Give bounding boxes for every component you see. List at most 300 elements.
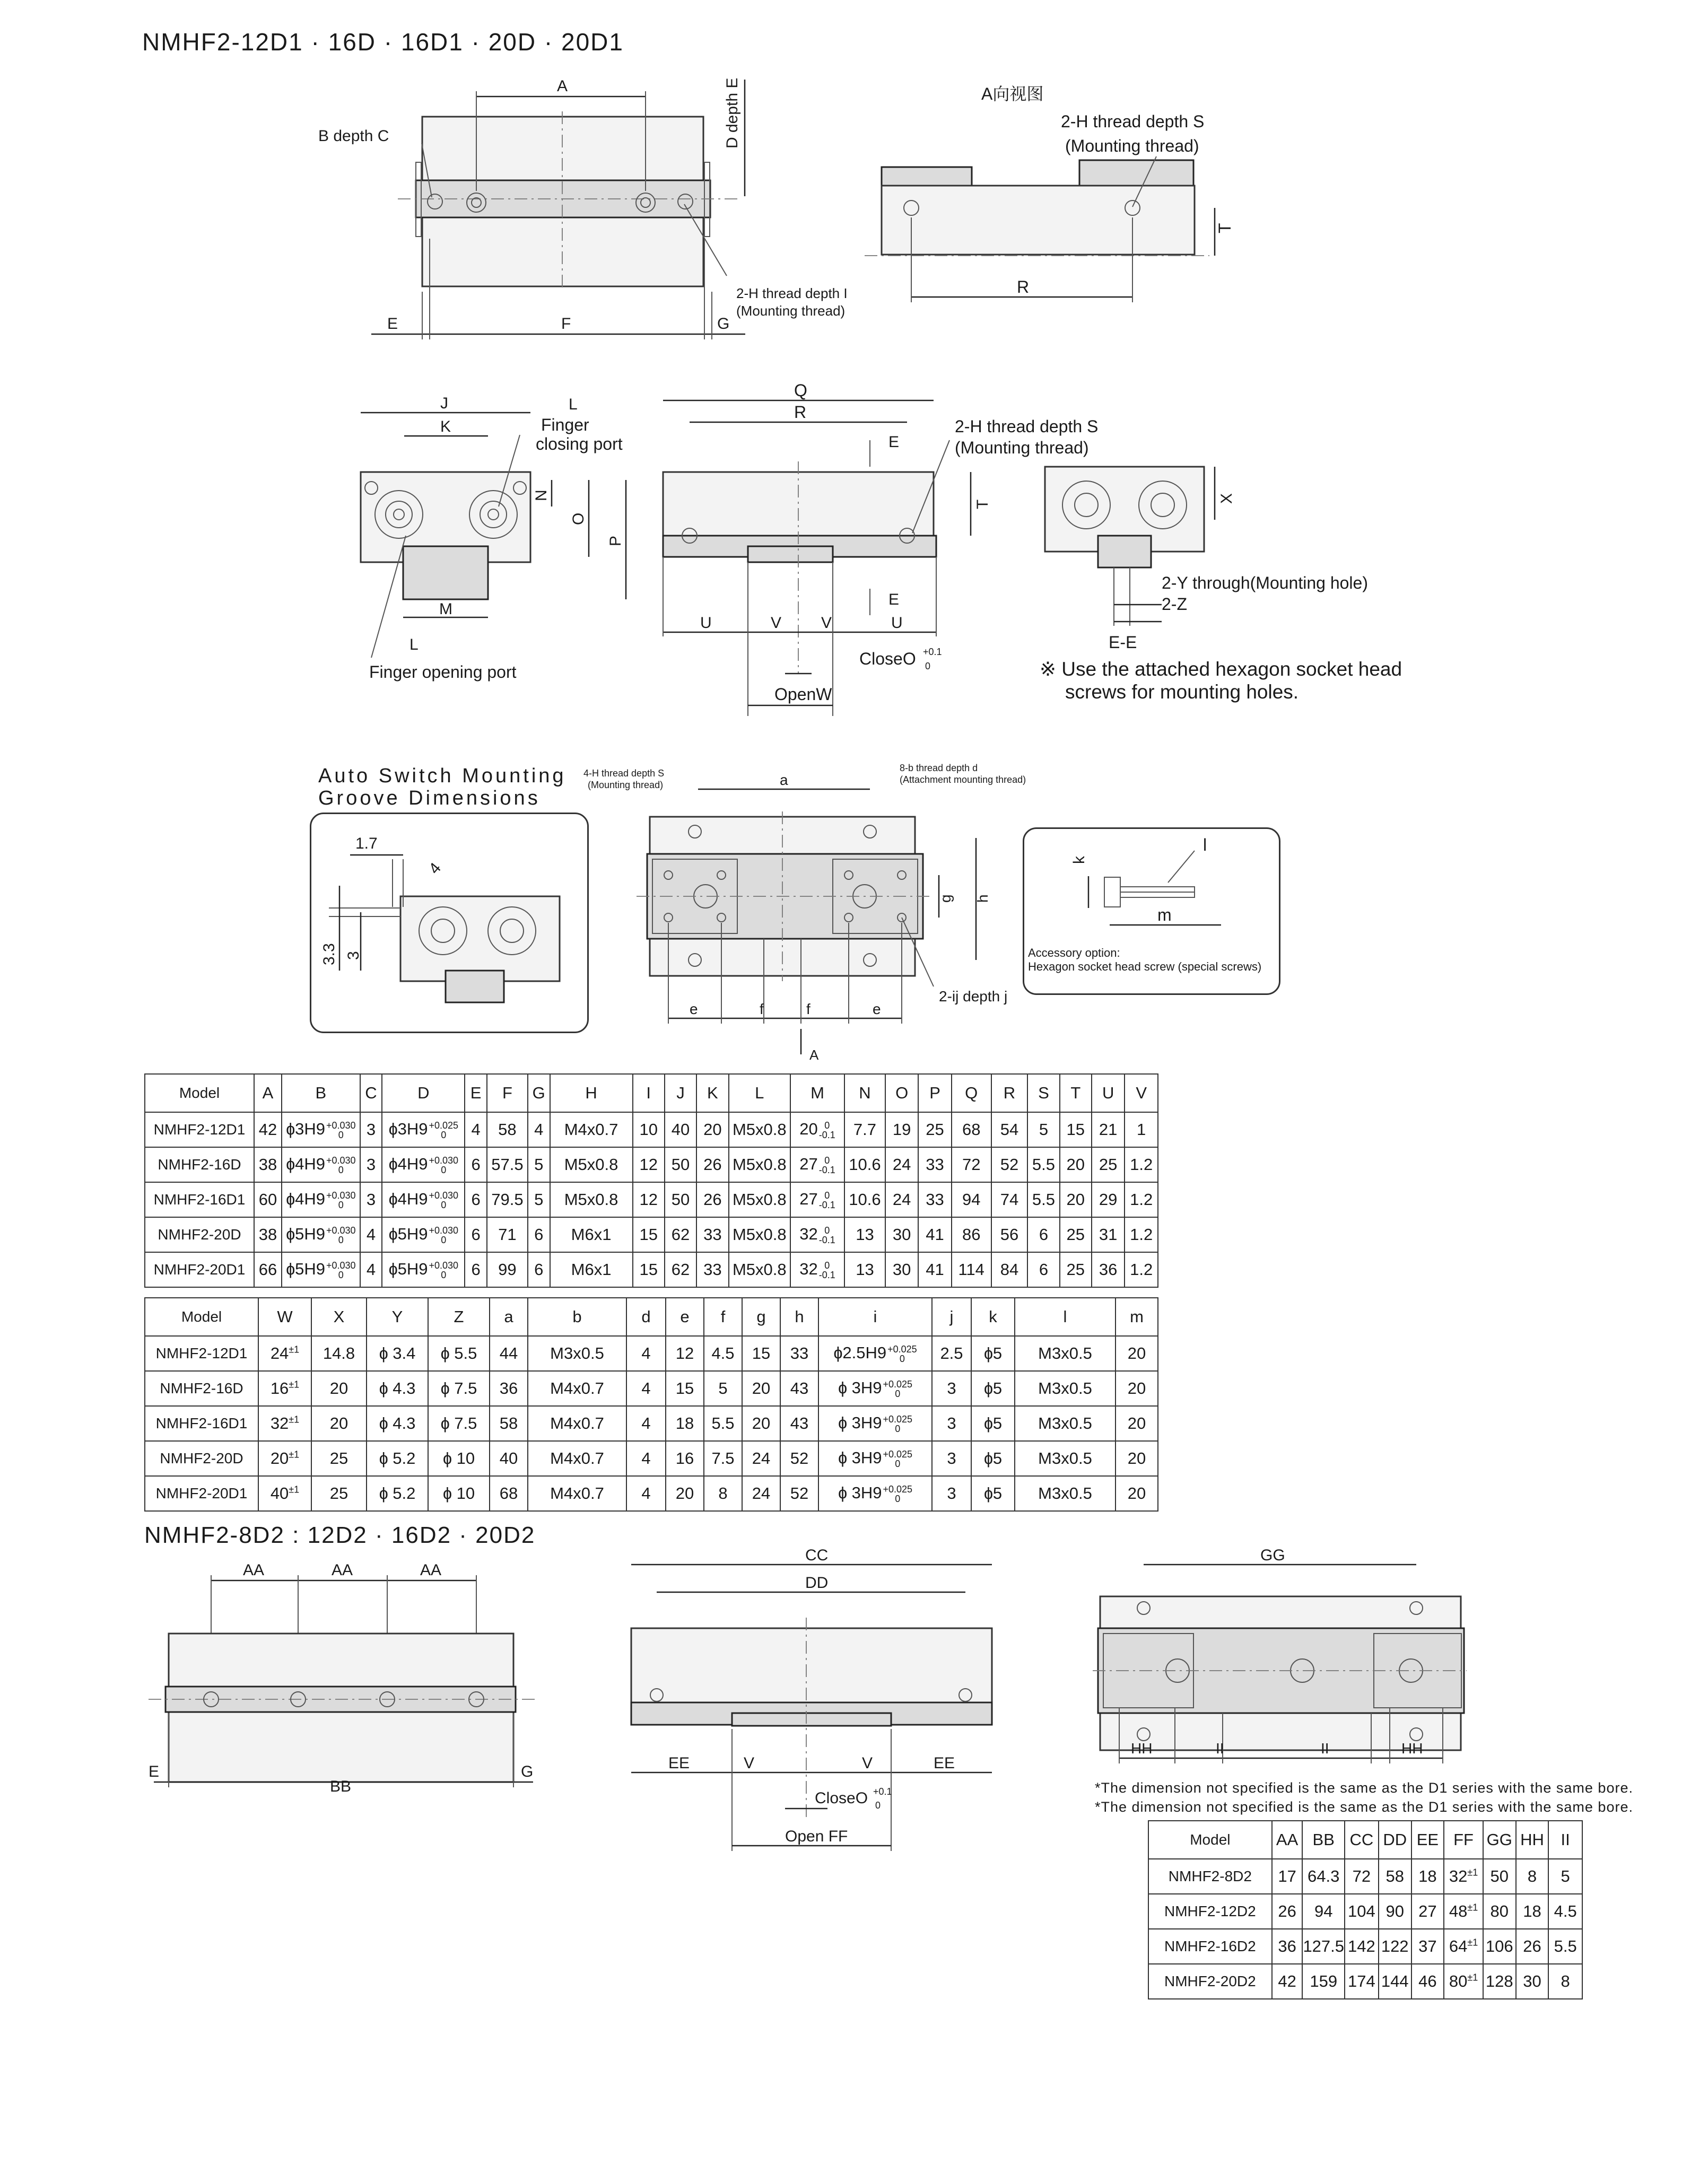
s2-dim-CC: CC [805,1547,829,1564]
table1-cell: 58 [487,1112,528,1147]
table2-cell: 20 [1116,1371,1158,1406]
table2-header-cell: l [1015,1298,1116,1336]
accessory-drawing [1025,829,1277,991]
table3-cell: 18 [1411,1859,1444,1894]
table1-header-cell: B [282,1074,360,1112]
ee-note2: screws for mounting holes. [1065,681,1299,703]
table1-cell: 94 [952,1182,991,1217]
front-dim-E-top: E [888,433,900,451]
ee-note1: ※ Use the attached hexagon socket head [1040,658,1402,680]
s2-dim-EE-right: EE [934,1754,955,1772]
auto-switch-drawing [313,817,583,1029]
table2-cell: NMHF2-20D1 [145,1476,258,1511]
table2-cell: $40^{\pm 1}$ [258,1476,311,1511]
table1-cell: 25 [1060,1252,1092,1287]
table2-cell: 25 [311,1476,367,1511]
table2-header-cell: W [258,1298,311,1336]
s2-open: Open FF [785,1828,848,1845]
table2-header-row [145,1298,1158,1336]
table1-cell: 6 [465,1217,487,1252]
table3-cell: 58 [1379,1859,1411,1894]
table2-cell: 20 [742,1371,780,1406]
table1-cell: ɸ4H9 +0.030 0 [382,1182,465,1217]
table1-cell: 1.2 [1125,1252,1158,1287]
table1-cell: 5 [528,1182,550,1217]
table2-header-cell: b [528,1298,626,1336]
table2-cell: M3x0.5 [1015,1336,1116,1371]
table1-header-cell: O [885,1074,918,1112]
table2-cell: 16 [666,1441,704,1476]
table3-cell: 17 [1272,1859,1303,1894]
table1-cell: 25 [1060,1217,1092,1252]
auto-switch-title-2: Groove Dimensions [318,787,541,809]
s2-close-sub: 0 [875,1800,881,1811]
top-dim-D-depth-E: D depth E [724,77,741,149]
table3-cell: 159 [1302,1964,1345,1999]
table1-cell: 27 0 -0.1 [790,1182,844,1217]
accessory-line1: Accessory option: [1028,946,1120,959]
table3-cell: 50 [1483,1859,1516,1894]
table2-header-cell: f [704,1298,742,1336]
table1-cell: 50 [665,1147,696,1182]
table3-header-cell: FF [1444,1821,1483,1859]
table3-cell: 27 [1411,1894,1444,1929]
table2-cell: ɸ 7.5 [428,1406,490,1441]
table3-cell: 94 [1302,1894,1345,1929]
table2-cell: ɸ5 [971,1336,1015,1371]
table1-header-cell: E [465,1074,487,1112]
table1-row [145,1182,1158,1217]
table2-header-cell: i [818,1298,932,1336]
table1-cell: 50 [665,1182,696,1217]
table3-row [1148,1964,1582,1999]
front-dim-U-left: U [700,614,712,632]
table1-header-cell: K [696,1074,728,1112]
table1-cell: 26 [696,1182,728,1217]
table2-cell: 4 [626,1476,666,1511]
mount-dim-f-right: f [806,1001,811,1017]
table3-row [1148,1859,1582,1894]
table3-cell: 122 [1379,1929,1411,1964]
table1-cell: 84 [991,1252,1028,1287]
a-view-drawing [859,74,1262,324]
table3-header-cell: HH [1516,1821,1549,1859]
table2-row [145,1476,1158,1511]
table1-cell: 86 [952,1217,991,1252]
table2-cell: ɸ 3H9 +0.025 0 [818,1441,932,1476]
top-view-drawing [318,64,848,350]
table3-cell: 37 [1411,1929,1444,1964]
table1-cell: NMHF2-16D [145,1147,254,1182]
top-dim-G: G [717,315,730,333]
s2-dim-BB: BB [330,1778,352,1795]
table1-cell: 60 [254,1182,282,1217]
table1-cell: 40 [665,1112,696,1147]
a-view-thread-S: 2-H thread depth S [1061,112,1205,131]
table2-cell: 4 [626,1336,666,1371]
table2-cell: 5 [704,1371,742,1406]
table1-cell: 36 [1092,1252,1125,1287]
table2-cell: M3x0.5 [1015,1406,1116,1441]
asw-dim-3: 3 [345,951,362,960]
table2-cell: 58 [490,1406,528,1441]
table2-cell: ɸ 4.3 [367,1406,428,1441]
table2-cell: 44 [490,1336,528,1371]
table2-cell: 25 [311,1441,367,1476]
table2-cell: M3x0.5 [1015,1371,1116,1406]
table2-cell: ɸ2.5H9 +0.025 0 [818,1336,932,1371]
table1-cell: 6 [528,1252,550,1287]
table1-cell: 19 [885,1112,918,1147]
s2-dim-HH-left: HH [1131,1740,1153,1757]
table1-cell: 13 [844,1252,885,1287]
table1-header-cell: V [1125,1074,1158,1112]
table1-header-cell: A [254,1074,282,1112]
table1-header-cell: T [1060,1074,1092,1112]
table2-cell: 20 [1116,1406,1158,1441]
table3-cell: 174 [1345,1964,1379,1999]
table3-cell: NMHF2-8D2 [1148,1859,1272,1894]
table2-cell: NMHF2-16D [145,1371,258,1406]
table1-cell: 5 [528,1147,550,1182]
table1-cell: 56 [991,1217,1028,1252]
table1-cell: 99 [487,1252,528,1287]
table2-cell: 3 [932,1476,971,1511]
s2-close: CloseO [815,1789,868,1807]
table2-cell: 20 [311,1371,367,1406]
table1-cell: M5x0.8 [729,1252,791,1287]
table1-cell: 1.2 [1125,1147,1158,1182]
table1-header-cell: J [665,1074,696,1112]
s2-close-sup: +0.1 [873,1786,892,1797]
table2-cell: ɸ 4.3 [367,1371,428,1406]
table1-cell: 38 [254,1217,282,1252]
table2-cell: M3x0.5 [1015,1476,1116,1511]
table1-cell: M5x0.8 [729,1147,791,1182]
table3-cell: 128 [1483,1964,1516,1999]
top-mounting-thread: (Mounting thread) [736,303,846,319]
table1-cell: 26 [696,1147,728,1182]
table1-cell: 1.2 [1125,1182,1158,1217]
table3-cell: 4.5 [1548,1894,1582,1929]
table1-cell: M5x0.8 [729,1182,791,1217]
asw-dim-1-7: 1.7 [355,835,378,852]
table1-cell: M5x0.8 [729,1217,791,1252]
table2-cell: 4.5 [704,1336,742,1371]
front-dim-V-left: V [771,614,782,632]
table2-header-cell: j [932,1298,971,1336]
table1-cell: 15 [633,1252,665,1287]
table1-header-cell: I [633,1074,665,1112]
side-dim-K: K [440,418,451,435]
top-dim-E: E [387,315,398,333]
table1-cell: 24 [885,1147,918,1182]
table1-cell: 33 [696,1252,728,1287]
table1-cell: 5 [1027,1112,1059,1147]
table1-cell: 74 [991,1182,1028,1217]
table1-cell: 24 [885,1182,918,1217]
table1-cell: 72 [952,1147,991,1182]
table1-cell: 33 [696,1217,728,1252]
side-dim-N: N [533,490,550,501]
table2-cell: 20 [1116,1476,1158,1511]
table2-header-cell: a [490,1298,528,1336]
table2-cell: 7.5 [704,1441,742,1476]
accessory-dim-m: m [1157,905,1172,924]
table1-header-cell: P [918,1074,951,1112]
table1-cell: NMHF2-16D1 [145,1182,254,1217]
table1-cell: NMHF2-20D1 [145,1252,254,1287]
front-close: CloseO [859,649,916,668]
s2-dim-V-right: V [862,1754,873,1772]
table1-cell: 21 [1092,1112,1125,1147]
front-dim-E-bot: E [888,591,900,608]
table1-header-cell: G [528,1074,550,1112]
table3-header-cell: CC [1345,1821,1379,1859]
table3-cell: 144 [1379,1964,1411,1999]
mount-dim-e-left: e [690,1001,698,1017]
table1-cell: ɸ5H9 +0.030 0 [282,1252,360,1287]
table1-cell: 1.2 [1125,1217,1158,1252]
table2-cell: 40 [490,1441,528,1476]
a-view-title: A向视图 [981,84,1044,103]
table1-cell: 6 [1027,1252,1059,1287]
table2-cell: 3 [932,1441,971,1476]
table2-cell: ɸ 7.5 [428,1371,490,1406]
table1-cell: ɸ3H9 +0.030 0 [282,1112,360,1147]
table1-cell: 12 [633,1147,665,1182]
table2-header-cell: k [971,1298,1015,1336]
table2-header-cell: e [666,1298,704,1336]
table1-cell: ɸ4H9 +0.030 0 [282,1182,360,1217]
side-finger-opening: Finger opening port [369,662,517,682]
table3-cell: 26 [1516,1929,1549,1964]
table2-cell: 2.5 [932,1336,971,1371]
table2-header-cell: Z [428,1298,490,1336]
dimension-table-3 [1148,1820,1583,1999]
table1-cell: 6 [1027,1217,1059,1252]
table1-cell: 15 [633,1217,665,1252]
table2-cell: 20 [311,1406,367,1441]
table3-cell: 26 [1272,1894,1303,1929]
table1-cell: 3 [360,1112,382,1147]
table1-header-cell: N [844,1074,885,1112]
table2-cell: 3 [932,1371,971,1406]
table1-cell: 10.6 [844,1182,885,1217]
table2-cell: ɸ 3.4 [367,1336,428,1371]
table2-cell: 20 [742,1406,780,1441]
asw-dim-4: 4 [425,859,445,878]
table2-cell: ɸ5 [971,1406,1015,1441]
table1-header-cell: C [360,1074,382,1112]
mount-ij: 2-ij depth j [939,988,1008,1005]
side-dim-J: J [440,395,448,412]
s2-dim-GG: GG [1260,1547,1285,1564]
table3-header-cell: II [1548,1821,1582,1859]
table2-cell: 4 [626,1371,666,1406]
table3-cell: 72 [1345,1859,1379,1894]
table2-header-cell: g [742,1298,780,1336]
table1-cell: M4x0.7 [550,1112,633,1147]
table1-cell: 30 [885,1252,918,1287]
table2-cell: 24 [742,1476,780,1511]
table3-cell: 42 [1272,1964,1303,1999]
table2-cell: M4x0.7 [528,1441,626,1476]
s2-dim-EE-left: EE [668,1754,690,1772]
s2-front-view-drawing [626,1543,1008,1851]
table2-row [145,1406,1158,1441]
table2-cell: ɸ 5.2 [367,1476,428,1511]
table2-cell: ɸ 5.5 [428,1336,490,1371]
table2-cell: NMHF2-20D [145,1441,258,1476]
s2-dim-G: G [521,1763,534,1780]
a-view-dim-R: R [1017,277,1030,296]
table2-cell: M3x0.5 [1015,1441,1116,1476]
s2-dim-AA-1: AA [243,1561,265,1579]
front-view-drawing [647,377,1099,716]
table1-header-cell: R [991,1074,1028,1112]
table1-header-cell: U [1092,1074,1125,1112]
mount-attach-thread: (Attachment mounting thread) [900,774,1026,785]
table3-cell: $80^{\pm 1}$ [1444,1964,1483,1999]
table2-header-cell: X [311,1298,367,1336]
table2-cell: 15 [666,1371,704,1406]
table3-cell: 142 [1345,1929,1379,1964]
table1-cell: 10 [633,1112,665,1147]
table3-cell: 30 [1516,1964,1549,1999]
table1-cell: 3 [360,1182,382,1217]
table3-cell: 46 [1411,1964,1444,1999]
table2-cell: ɸ 5.2 [367,1441,428,1476]
ee-view-drawing [1040,451,1517,721]
front-thread-S: 2-H thread depth S [955,417,1099,436]
table1-cell: 4 [465,1112,487,1147]
side-dim-P: P [607,535,624,546]
table1-cell: 68 [952,1112,991,1147]
table2-cell: 43 [780,1406,818,1441]
table1-row [145,1252,1158,1287]
section1-title: NMHF2-12D1 · 16D · 16D1 · 20D · 20D1 [142,28,624,56]
s2-note-1: *The dimension not specified is the same as the D1 series with the same bore. [1095,1780,1633,1796]
ee-label: E-E [1109,633,1137,652]
table3-cell: $64^{\pm 1}$ [1444,1929,1483,1964]
table1-cell: 20 [696,1112,728,1147]
table2-cell: 33 [780,1336,818,1371]
top-dim-A: A [557,77,568,95]
table1-cell: NMHF2-12D1 [145,1112,254,1147]
front-dim-Q: Q [794,381,807,400]
table1-header-cell: H [550,1074,633,1112]
a-view-mounting-thread: (Mounting thread) [1065,136,1199,155]
table1-cell: 3 [360,1147,382,1182]
dimension-table-2 [144,1297,1158,1512]
table3-row [1148,1929,1582,1964]
s2-dim-II-left: II [1216,1740,1224,1757]
table3-cell: 127.5 [1302,1929,1345,1964]
table1-cell: 6 [465,1147,487,1182]
table1-row [145,1112,1158,1147]
table2-cell: 68 [490,1476,528,1511]
table2-cell: 4 [626,1441,666,1476]
front-dim-U-right: U [891,614,903,632]
table1-cell: 66 [254,1252,282,1287]
s2-dim-AA-2: AA [332,1561,353,1579]
table2-cell: 20 [1116,1441,1158,1476]
table3-row [1148,1894,1582,1929]
table3-cell: $48^{\pm 1}$ [1444,1894,1483,1929]
table2-row [145,1336,1158,1371]
table2-header-cell: m [1116,1298,1158,1336]
mount-thread-S: 4-H thread depth S [583,768,665,779]
table1-cell: 6 [465,1182,487,1217]
table3-header-cell: GG [1483,1821,1516,1859]
table3-header-cell: EE [1411,1821,1444,1859]
table1-cell: 20 [1060,1147,1092,1182]
table1-cell: 62 [665,1217,696,1252]
front-open: OpenW [774,685,832,704]
side-view-drawing [339,387,658,695]
table1-cell: M6x1 [550,1217,633,1252]
s2-top-view-drawing [143,1559,546,1803]
table1-cell: 7.7 [844,1112,885,1147]
side-dim-L2: L [409,636,419,653]
table3-cell: NMHF2-16D2 [1148,1929,1272,1964]
table2-cell: ɸ 10 [428,1441,490,1476]
table1-header-cell: L [729,1074,791,1112]
table2-cell: ɸ5 [971,1476,1015,1511]
s2-dim-E: E [149,1763,160,1780]
table2-cell: 12 [666,1336,704,1371]
table3-cell: 8 [1548,1964,1582,1999]
front-mounting-thread: (Mounting thread) [955,438,1089,457]
table1-cell: 6 [528,1217,550,1252]
table1-cell: 57.5 [487,1147,528,1182]
table2-cell: $32^{\pm 1}$ [258,1406,311,1441]
table1-cell: 33 [918,1182,951,1217]
accessory-line2: Hexagon socket head screw (special screws) [1028,960,1262,973]
table2-cell: ɸ 3H9 +0.025 0 [818,1371,932,1406]
table2-header-cell: d [626,1298,666,1336]
table1-cell: ɸ4H9 +0.030 0 [382,1147,465,1182]
mount-dim-a: a [780,772,788,788]
table2-cell: ɸ 3H9 +0.025 0 [818,1406,932,1441]
table1-cell: 4 [360,1217,382,1252]
table3-cell: 5.5 [1548,1929,1582,1964]
table1-cell: 31 [1092,1217,1125,1252]
mount-dim-e-right: e [873,1001,881,1017]
table2-row [145,1371,1158,1406]
table2-header-cell: h [780,1298,818,1336]
side-finger-closing-port: closing port [536,434,623,453]
dimension-table-1 [144,1073,1158,1288]
table2-cell: $20^{\pm 1}$ [258,1441,311,1476]
s2-dim-AA-3: AA [420,1561,442,1579]
table3-cell: 80 [1483,1894,1516,1929]
table1-cell: 4 [360,1252,382,1287]
table2-cell: M4x0.7 [528,1371,626,1406]
table2-cell: 52 [780,1441,818,1476]
table2-cell: NMHF2-12D1 [145,1336,258,1371]
table2-cell: M3x0.5 [528,1336,626,1371]
top-dim-F: F [561,315,571,333]
ee-dim-X: X [1218,493,1235,504]
table1-cell: 20 [1060,1182,1092,1217]
table1-cell: 1 [1125,1112,1158,1147]
mount-thread-d: 8-b thread depth d [900,763,978,773]
table1-cell: 71 [487,1217,528,1252]
table3-cell: 36 [1272,1929,1303,1964]
table2-cell: ɸ 10 [428,1476,490,1511]
